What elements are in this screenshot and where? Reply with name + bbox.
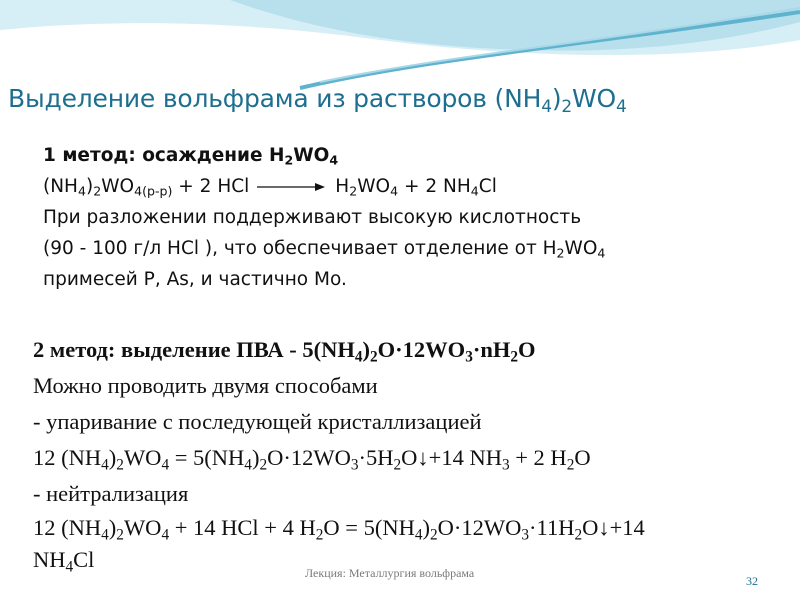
method2-equation: 12 $(NH_4)_2WO_4$ = $5(NH_4)_2O\cdot 12WO_3\cdot 5H_2O↓+14$ $NH_3 + 2$ $H_2O$ — [33, 445, 591, 474]
header-wave-decoration — [0, 0, 800, 90]
method1-reaction: $(NH_4)_2WO_{4(р-р)} + 2$ HCl $H_2WO_4 + 2$ $NH_4Cl$ — [43, 176, 497, 199]
page-number: 32 — [746, 574, 758, 588]
method1-text-line: (90 - 100 г/л HCl ), что обеспечивает отделение от $H_2WO_4$ — [43, 238, 606, 261]
method1-heading: 1 метод: осаждение $H_2WO_4$ — [43, 145, 339, 168]
method1-text-line: примесей P, As, и частично Mo. — [43, 269, 347, 290]
method2-text-line: - нейтрализация — [33, 481, 189, 506]
footer-text: Лекция: Металлургия вольфрама — [305, 566, 475, 580]
method1-block — [43, 140, 783, 295]
method2-text-line: Можно проводить двумя способами — [33, 373, 378, 398]
method2-block — [33, 332, 793, 576]
method2-equation-continuation: $NH_4Cl$ — [33, 547, 95, 576]
method2-heading: 2 метод: выделение ПВА - $5(NH_4)_2O\cdot 12WO_3\cdot nH_2O$ — [33, 337, 536, 366]
slide-title: Выделение вольфрама из растворов $(NH_4)_2WO_4$ — [8, 84, 627, 117]
reaction-arrow-icon — [257, 182, 325, 192]
method2-text-line: - упаривание с последующей кристаллизацией — [33, 409, 482, 434]
method2-equation: 12 $(NH_4)_2WO_4 + 14$ HCl + 4 $H_2O$ = $5(NH_4)_2O\cdot 12WO_3\cdot 11H_2O↓+14$ — [33, 515, 645, 544]
method1-text-line: При разложении поддерживают высокую кислотность — [43, 207, 582, 228]
